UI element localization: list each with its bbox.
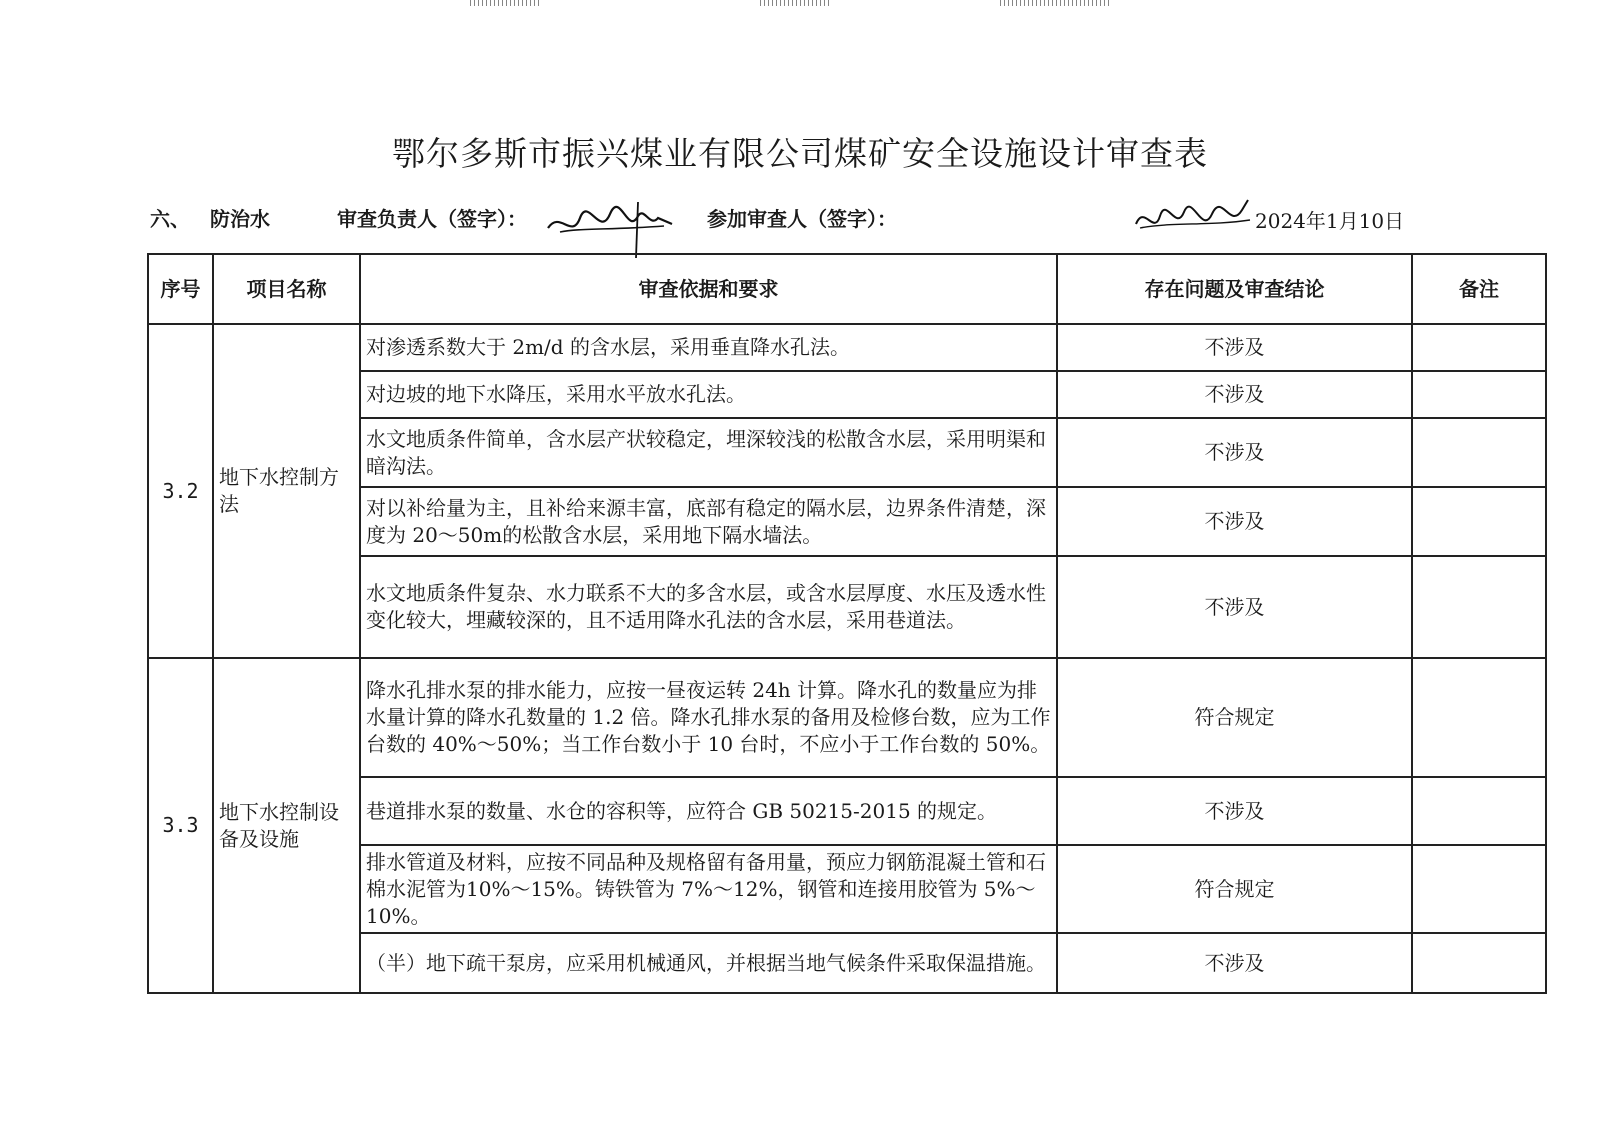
item-name: 地下水控制设备及设施 [213, 658, 360, 993]
remark [1412, 418, 1546, 487]
reviewer-lead-label: 审查负责人（签字）： [337, 207, 527, 231]
conclusion: 符合规定 [1057, 658, 1412, 777]
table-row [148, 658, 1546, 777]
requirement: 水文地质条件复杂、水力联系不大的多含水层，或含水层厚度、水压及透水性变化较大，埋藏较深的，且不适用降水孔法的含水层，采用巷道法。 [360, 556, 1057, 658]
table-row [148, 324, 1546, 371]
document-title: 鄂尔多斯市振兴煤业有限公司煤矿安全设施设计审查表 [392, 134, 1208, 173]
header-basis: 审查依据和要求 [360, 254, 1057, 324]
scan-artifact-top [760, 0, 830, 6]
row-number: 3.3 [148, 658, 213, 993]
review-table [147, 253, 1547, 994]
remark [1412, 777, 1546, 845]
row-number: 3.2 [148, 324, 213, 658]
remark [1412, 658, 1546, 777]
requirement: 巷道排水泵的数量、水仓的容积等，应符合 GB 50215-2015 的规定。 [360, 777, 1057, 845]
header-item: 项目名称 [213, 254, 360, 324]
conclusion: 不涉及 [1057, 487, 1412, 556]
conclusion: 不涉及 [1057, 371, 1412, 418]
scan-artifact-top [1000, 0, 1110, 6]
header-conclusion: 存在问题及审查结论 [1057, 254, 1412, 324]
review-date: 2024年1月10日 [1255, 209, 1405, 233]
remark [1412, 487, 1546, 556]
remark [1412, 371, 1546, 418]
requirement: 降水孔排水泵的排水能力，应按一昼夜运转 24h 计算。降水孔的数量应为排水量计算的降水孔数量的 1.2 倍。降水孔排水泵的备用及检修台数，应为工作台数的 40%～50%；当工作台数小于 10 台时，不应小于工作台数的 50%。 [360, 658, 1057, 777]
conclusion: 符合规定 [1057, 845, 1412, 933]
header-no: 序号 [148, 254, 213, 324]
table-header-row [148, 254, 1546, 324]
requirement: （半）地下疏干泵房，应采用机械通风，并根据当地气候条件采取保温措施。 [360, 933, 1057, 993]
requirement: 排水管道及材料，应按不同品种及规格留有备用量，预应力钢筋混凝土管和石棉水泥管为10%～15%。铸铁管为 7%～12%，钢管和连接用胶管为 5%～10%。 [360, 845, 1057, 933]
reviewers-label: 参加审查人（签字）： [707, 207, 897, 231]
conclusion: 不涉及 [1057, 556, 1412, 658]
conclusion: 不涉及 [1057, 933, 1412, 993]
header-remark: 备注 [1412, 254, 1546, 324]
reviewer-lead-signature [540, 188, 680, 263]
remark [1412, 324, 1546, 371]
conclusion: 不涉及 [1057, 418, 1412, 487]
remark [1412, 845, 1546, 933]
requirement: 对渗透系数大于 2m/d 的含水层，采用垂直降水孔法。 [360, 324, 1057, 371]
item-name: 地下水控制方法 [213, 324, 360, 658]
reviewers-signature [1130, 192, 1260, 247]
section-name: 防治水 [210, 207, 270, 231]
section-number: 六、 [150, 207, 190, 231]
conclusion: 不涉及 [1057, 324, 1412, 371]
requirement: 对边坡的地下水降压，采用水平放水孔法。 [360, 371, 1057, 418]
conclusion: 不涉及 [1057, 777, 1412, 845]
remark [1412, 933, 1546, 993]
remark [1412, 556, 1546, 658]
requirement: 水文地质条件简单，含水层产状较稳定，埋深较浅的松散含水层，采用明渠和暗沟法。 [360, 418, 1057, 487]
requirement: 对以补给量为主，且补给来源丰富，底部有稳定的隔水层，边界条件清楚，深度为 20～50m的松散含水层，采用地下隔水墙法。 [360, 487, 1057, 556]
scan-artifact-top [470, 0, 540, 6]
